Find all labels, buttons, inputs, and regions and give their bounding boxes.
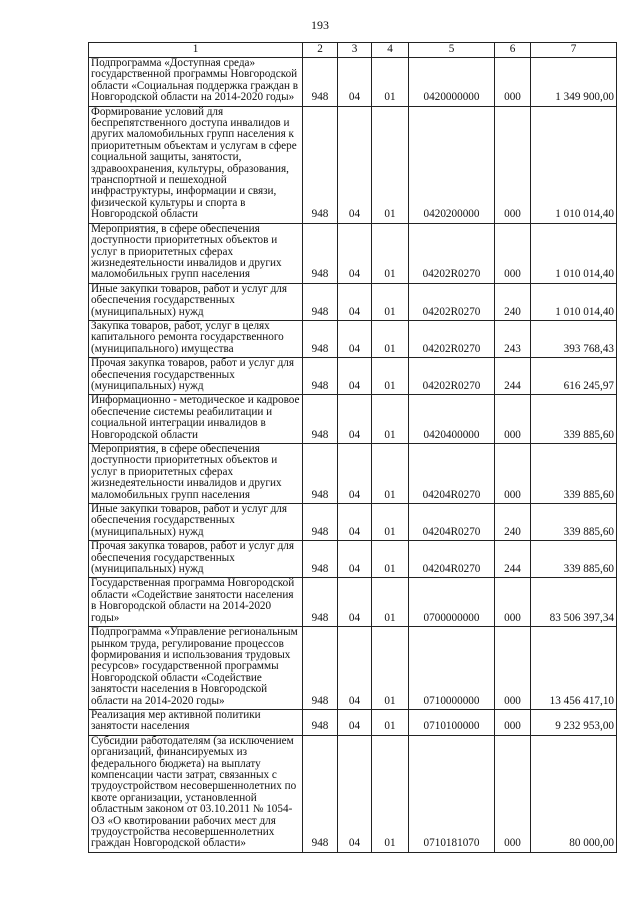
target-article-cell: 0420000000 <box>409 58 495 107</box>
section-code-cell: 04 <box>338 58 372 107</box>
column-header-1: 1 <box>89 43 303 58</box>
subsection-code-cell: 01 <box>372 444 409 504</box>
row-name-cell: Формирование условий для беспрепятственного доступа инвалидов и других маломобильных групп населения к приоритетным объектам и услугам в сфере социальной защиты, занятости, здравоохранения, культуры, образования, транспортной и пешеходной инфраструктуры, информации и связи, физической культуры и спорта в Новгородской области <box>89 106 303 223</box>
amount-cell: 83 506 397,34 <box>531 578 617 627</box>
budget-table <box>88 42 617 853</box>
expense-type-cell: 000 <box>495 444 531 504</box>
table-body <box>89 58 617 853</box>
section-code-cell: 04 <box>338 709 372 735</box>
subsection-code-cell: 01 <box>372 735 409 852</box>
column-header-2: 2 <box>303 43 338 58</box>
amount-cell: 80 000,00 <box>531 735 617 852</box>
amount-cell: 339 885,60 <box>531 541 617 578</box>
subsection-code-cell: 01 <box>372 223 409 283</box>
ministry-code-cell: 948 <box>303 58 338 107</box>
amount-cell: 1 010 014,40 <box>531 283 617 320</box>
amount-cell: 13 456 417,10 <box>531 627 617 710</box>
target-article-cell: 04202R0270 <box>409 223 495 283</box>
subsection-code-cell: 01 <box>372 709 409 735</box>
target-article-cell: 04202R0270 <box>409 283 495 320</box>
section-code-cell: 04 <box>338 444 372 504</box>
ministry-code-cell: 948 <box>303 358 338 395</box>
subsection-code-cell: 01 <box>372 627 409 710</box>
page-number: 193 <box>311 18 329 32</box>
target-article-cell: 0700000000 <box>409 578 495 627</box>
target-article-cell: 0420400000 <box>409 395 495 444</box>
table-row <box>89 735 617 852</box>
subsection-code-cell: 01 <box>372 58 409 107</box>
table-row <box>89 627 617 710</box>
ministry-code-cell: 948 <box>303 320 338 357</box>
subsection-code-cell: 01 <box>372 320 409 357</box>
target-article-cell: 04204R0270 <box>409 504 495 541</box>
section-code-cell: 04 <box>338 358 372 395</box>
row-name-cell: Субсидии работодателям (за исключением организаций, финансируемых из федерального бюджета) на выплату компенсации части затрат, связанных с трудоустройством несовершеннолетних по квоте организации, установленной областным законом от 03.10.2011 № 1054-ОЗ «О квотировании рабочих мест для трудоустройства несовершеннолетних граждан Новгородской области» <box>89 735 303 852</box>
expense-type-cell: 000 <box>495 709 531 735</box>
amount-cell: 9 232 953,00 <box>531 709 617 735</box>
expense-type-cell: 000 <box>495 223 531 283</box>
amount-cell: 393 768,43 <box>531 320 617 357</box>
target-article-cell: 0420200000 <box>409 106 495 223</box>
target-article-cell: 04202R0270 <box>409 358 495 395</box>
expense-type-cell: 000 <box>495 578 531 627</box>
target-article-cell: 04204R0270 <box>409 444 495 504</box>
section-code-cell: 04 <box>338 106 372 223</box>
amount-cell: 1 010 014,40 <box>531 223 617 283</box>
section-code-cell: 04 <box>338 395 372 444</box>
ministry-code-cell: 948 <box>303 735 338 852</box>
ministry-code-cell: 948 <box>303 223 338 283</box>
row-name-cell: Подпрограмма «Управление региональным рынком труда, регулирование процессов формирования и использования трудовых ресурсов» государственной программы Новгородской области «Содействие занятости населения в Новгородской области на 2014-2020 годы» <box>89 627 303 710</box>
expense-type-cell: 000 <box>495 395 531 444</box>
target-article-cell: 0710181070 <box>409 735 495 852</box>
table-row <box>89 358 617 395</box>
subsection-code-cell: 01 <box>372 395 409 444</box>
table-row <box>89 320 617 357</box>
row-name-cell: Мероприятия, в сфере обеспечения доступности приоритетных объектов и услуг в приоритетных сферах жизнедеятельности инвалидов и других маломобильных групп населения <box>89 444 303 504</box>
amount-cell: 1 349 900,00 <box>531 58 617 107</box>
subsection-code-cell: 01 <box>372 541 409 578</box>
section-code-cell: 04 <box>338 283 372 320</box>
ministry-code-cell: 948 <box>303 106 338 223</box>
ministry-code-cell: 948 <box>303 541 338 578</box>
table-row <box>89 223 617 283</box>
row-name-cell: Подпрограмма «Доступная среда» государственной программы Новгородской области «Социальная поддержка граждан в Новгородской области на 2014-2020 годы» <box>89 58 303 107</box>
section-code-cell: 04 <box>338 541 372 578</box>
amount-cell: 1 010 014,40 <box>531 106 617 223</box>
expense-type-cell: 243 <box>495 320 531 357</box>
section-code-cell: 04 <box>338 504 372 541</box>
section-code-cell: 04 <box>338 223 372 283</box>
row-name-cell: Реализация мер активной политики занятости населения <box>89 709 303 735</box>
ministry-code-cell: 948 <box>303 444 338 504</box>
row-name-cell: Прочая закупка товаров, работ и услуг для обеспечения государственных (муниципальных) нужд <box>89 358 303 395</box>
section-code-cell: 04 <box>338 627 372 710</box>
subsection-code-cell: 01 <box>372 283 409 320</box>
target-article-cell: 04204R0270 <box>409 541 495 578</box>
column-header-5: 5 <box>409 43 495 58</box>
column-header-3: 3 <box>338 43 372 58</box>
table-row <box>89 504 617 541</box>
subsection-code-cell: 01 <box>372 106 409 223</box>
section-code-cell: 04 <box>338 320 372 357</box>
ministry-code-cell: 948 <box>303 283 338 320</box>
subsection-code-cell: 01 <box>372 578 409 627</box>
ministry-code-cell: 948 <box>303 709 338 735</box>
expense-type-cell: 244 <box>495 541 531 578</box>
expense-type-cell: 000 <box>495 627 531 710</box>
expense-type-cell: 000 <box>495 735 531 852</box>
table-row <box>89 444 617 504</box>
row-name-cell: Прочая закупка товаров, работ и услуг для обеспечения государственных (муниципальных) нужд <box>89 541 303 578</box>
target-article-cell: 0710100000 <box>409 709 495 735</box>
column-header-4: 4 <box>372 43 409 58</box>
column-header-7: 7 <box>531 43 617 58</box>
amount-cell: 616 245,97 <box>531 358 617 395</box>
section-code-cell: 04 <box>338 735 372 852</box>
table-row <box>89 709 617 735</box>
expense-type-cell: 240 <box>495 283 531 320</box>
row-name-cell: Государственная программа Новгородской области «Содействие занятости населения в Новгородской области на 2014-2020 годы» <box>89 578 303 627</box>
expense-type-cell: 240 <box>495 504 531 541</box>
ministry-code-cell: 948 <box>303 504 338 541</box>
expense-type-cell: 244 <box>495 358 531 395</box>
row-name-cell: Закупка товаров, работ, услуг в целях капитального ремонта государственного (муниципального) имущества <box>89 320 303 357</box>
amount-cell: 339 885,60 <box>531 395 617 444</box>
row-name-cell: Мероприятия, в сфере обеспечения доступности приоритетных объектов и услуг в приоритетных сферах жизнедеятельности инвалидов и других маломобильных групп населения <box>89 223 303 283</box>
subsection-code-cell: 01 <box>372 358 409 395</box>
subsection-code-cell: 01 <box>372 504 409 541</box>
target-article-cell: 0710000000 <box>409 627 495 710</box>
ministry-code-cell: 948 <box>303 627 338 710</box>
table-row <box>89 541 617 578</box>
ministry-code-cell: 948 <box>303 578 338 627</box>
expense-type-cell: 000 <box>495 58 531 107</box>
table-row <box>89 58 617 107</box>
table-row <box>89 578 617 627</box>
target-article-cell: 04202R0270 <box>409 320 495 357</box>
amount-cell: 339 885,60 <box>531 444 617 504</box>
table-row <box>89 106 617 223</box>
row-name-cell: Иные закупки товаров, работ и услуг для обеспечения государственных (муниципальных) нужд <box>89 504 303 541</box>
row-name-cell: Иные закупки товаров, работ и услуг для обеспечения государственных (муниципальных) нужд <box>89 283 303 320</box>
ministry-code-cell: 948 <box>303 395 338 444</box>
table-row <box>89 395 617 444</box>
expense-type-cell: 000 <box>495 106 531 223</box>
table-header-row <box>89 43 617 58</box>
row-name-cell: Информационно - методическое и кадровое обеспечение системы реабилитации и социальной интеграции инвалидов в Новгородской области <box>89 395 303 444</box>
amount-cell: 339 885,60 <box>531 504 617 541</box>
column-header-6: 6 <box>495 43 531 58</box>
table-row <box>89 283 617 320</box>
section-code-cell: 04 <box>338 578 372 627</box>
